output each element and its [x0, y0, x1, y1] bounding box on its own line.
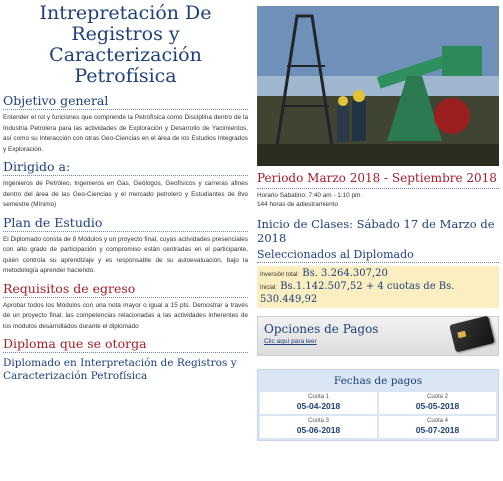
pumpjack-illustration	[257, 6, 499, 166]
payment-dates-title: Fechas de pagos	[333, 375, 423, 387]
installment-label: Cuota 1	[307, 394, 329, 400]
objetivo-heading: Objetivo general	[3, 93, 248, 110]
installment-date: 05-07-2018	[415, 425, 460, 435]
plan-heading: Plan de Estudio	[3, 215, 248, 232]
requisitos-text: Aprobar todos los Módulos con una nota mayor o igual a 15 pts. Demostrar a través de un proyecto final, las competencias relacionadas a las actividades inherentes de los módulos desarrollados durante el diplomado	[3, 301, 248, 330]
payment-options-banner[interactable]	[257, 316, 499, 356]
payment-cell	[260, 416, 377, 438]
class-start: Inicio de Clases: Sábado 17 de Marzo de 2018	[257, 217, 495, 245]
selected-participants-link[interactable]: Seleccionados al Diplomado	[257, 248, 499, 263]
investment-box	[257, 266, 499, 308]
installment-label: Cuota 2	[426, 394, 448, 400]
left-column	[3, 3, 248, 383]
requisitos-heading: Requisitos de egreso	[3, 281, 248, 298]
plan-text: El Diplomado consta de 8 Módulos y un proyecto final, cuyas actividades presenciales con alto grado de participación y compromiso están centradas en el participante, quién controla su aprendizaje y es responsable de su autoevaluación, bajo la metodología aprender haciendo.	[3, 235, 248, 274]
initial-value: Bs.1.142.507,52 + 4 cuotas de Bs. 530.449,92	[260, 281, 455, 305]
installment-label: Cuota 3	[307, 418, 329, 424]
payment-cell	[260, 392, 377, 414]
total-label: Inversión total:	[260, 272, 300, 278]
schedule-text: Horario Sabatino: 7:40 am - 1:10 pm.	[257, 192, 363, 199]
payment-cell	[379, 416, 496, 438]
objetivo-text: Entender el rol y funciones que comprende la Petrofísica como Disciplina dentro de la Industria Petrolera para las actividades de Exploración y Desarrollo de Yacimientos, así como su Interacción con otras Geo-Ciencias en el área de los Estudios Integrados y Exploración.	[3, 114, 248, 153]
total-value: Bs. 3.264.307,20	[302, 268, 388, 279]
payment-options-title: Opciones de Pagos	[264, 322, 379, 336]
installment-date: 05-06-2018	[296, 425, 341, 435]
diploma-text: Diplomado en Interpretación de Registros y Caracterización Petrofísica	[3, 357, 237, 382]
oil-pumpjack-photo	[257, 6, 499, 166]
payment-options-link[interactable]: Clic aquí para leer	[264, 338, 317, 345]
installment-date: 05-04-2018	[296, 401, 341, 411]
payment-cell	[379, 392, 496, 414]
dirigido-heading: Dirigido a:	[3, 159, 248, 176]
credit-card-icon	[449, 316, 495, 353]
installment-date: 05-05-2018	[415, 401, 460, 411]
payment-dates-table	[257, 369, 499, 441]
installment-label: Cuota 4	[426, 418, 448, 424]
page-title: Intrepretación De Registros y Caracterización Petrofísica	[39, 2, 212, 87]
period-title: Periodo Marzo 2018 - Septiembre 2018	[257, 171, 499, 189]
dirigido-text: Ingenieros de Petróleo, Ingenieros en Gas, Geólogos, Geofísicos y carreras afines dentro del área de las Geo-Ciencias y el mercado petrolero y Estudiantes de 8vo semestre (Mínimo)	[3, 180, 248, 208]
initial-label: Inicial:	[260, 285, 278, 291]
right-column	[257, 6, 499, 441]
hours-text: 144 horas de adiestramiento	[257, 201, 339, 208]
diploma-heading: Diploma que se otorga	[3, 336, 248, 353]
